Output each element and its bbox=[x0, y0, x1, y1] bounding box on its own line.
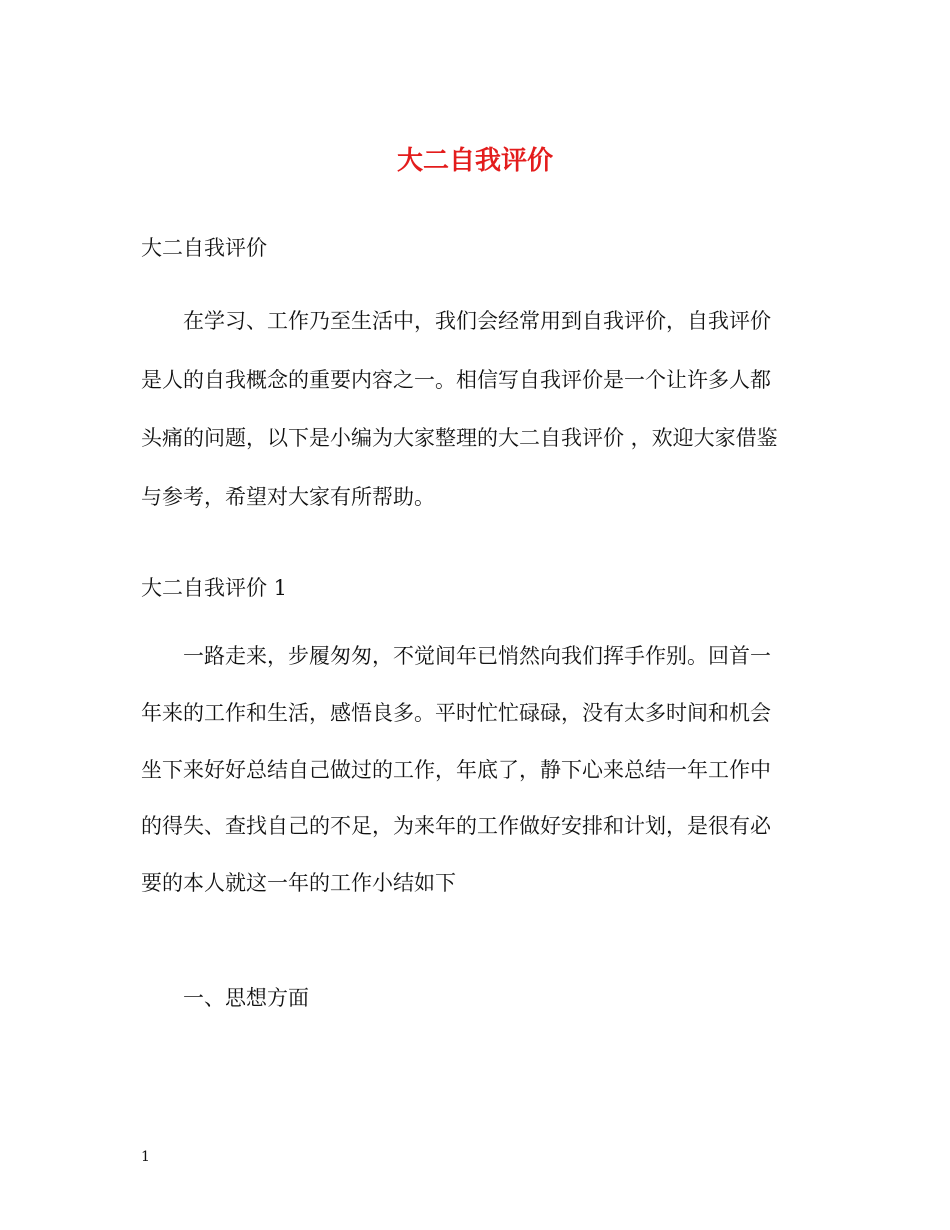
section-1-paragraph-line-5: 要的本人就这一年的工作小结如下 bbox=[141, 871, 456, 896]
intro-paragraph-line-2: 是人的自我概念的重要内容之一。相信写自我评价是一个让许多人都 bbox=[141, 367, 771, 392]
section-1-paragraph-line-1: 一路走来，步履匆匆，不觉间年已悄然向我们挥手作别。回首一 bbox=[183, 644, 771, 668]
intro-heading: 大二自我评价 bbox=[141, 236, 267, 260]
intro-paragraph-line-1: 在学习、工作乃至生活中，我们会经常用到自我评价，自我评价 bbox=[183, 309, 771, 333]
subheading-thoughts bbox=[141, 983, 821, 1013]
section-1-paragraph bbox=[141, 628, 821, 912]
section-1-paragraph-line-4: 的得失、查找自己的不足，为来年的工作做好安排和计划，是很有必 bbox=[141, 814, 771, 839]
page-number: 1 bbox=[141, 1149, 150, 1165]
intro-paragraph-line-4: 与参考，希望对大家有所帮助。 bbox=[141, 484, 435, 509]
section-1-heading: 大二自我评价 1 bbox=[141, 576, 288, 600]
section-1-paragraph-line-2: 年来的工作和生活，感悟良多。平时忙忙碌碌，没有太多时间和机会 bbox=[141, 700, 771, 725]
section-1-paragraph-line-3: 坐下来好好总结自己做过的工作，年底了，静下心来总结一年工作中 bbox=[141, 757, 771, 782]
intro-paragraph bbox=[141, 292, 821, 526]
subheading-thoughts-text: 一、思想方面 bbox=[183, 986, 309, 1010]
document-title: 大二自我评价 bbox=[396, 146, 553, 176]
intro-paragraph-line-3: 头痛的问题，以下是小编为大家整理的大二自我评价 ，欢迎大家借鉴 bbox=[141, 426, 778, 450]
